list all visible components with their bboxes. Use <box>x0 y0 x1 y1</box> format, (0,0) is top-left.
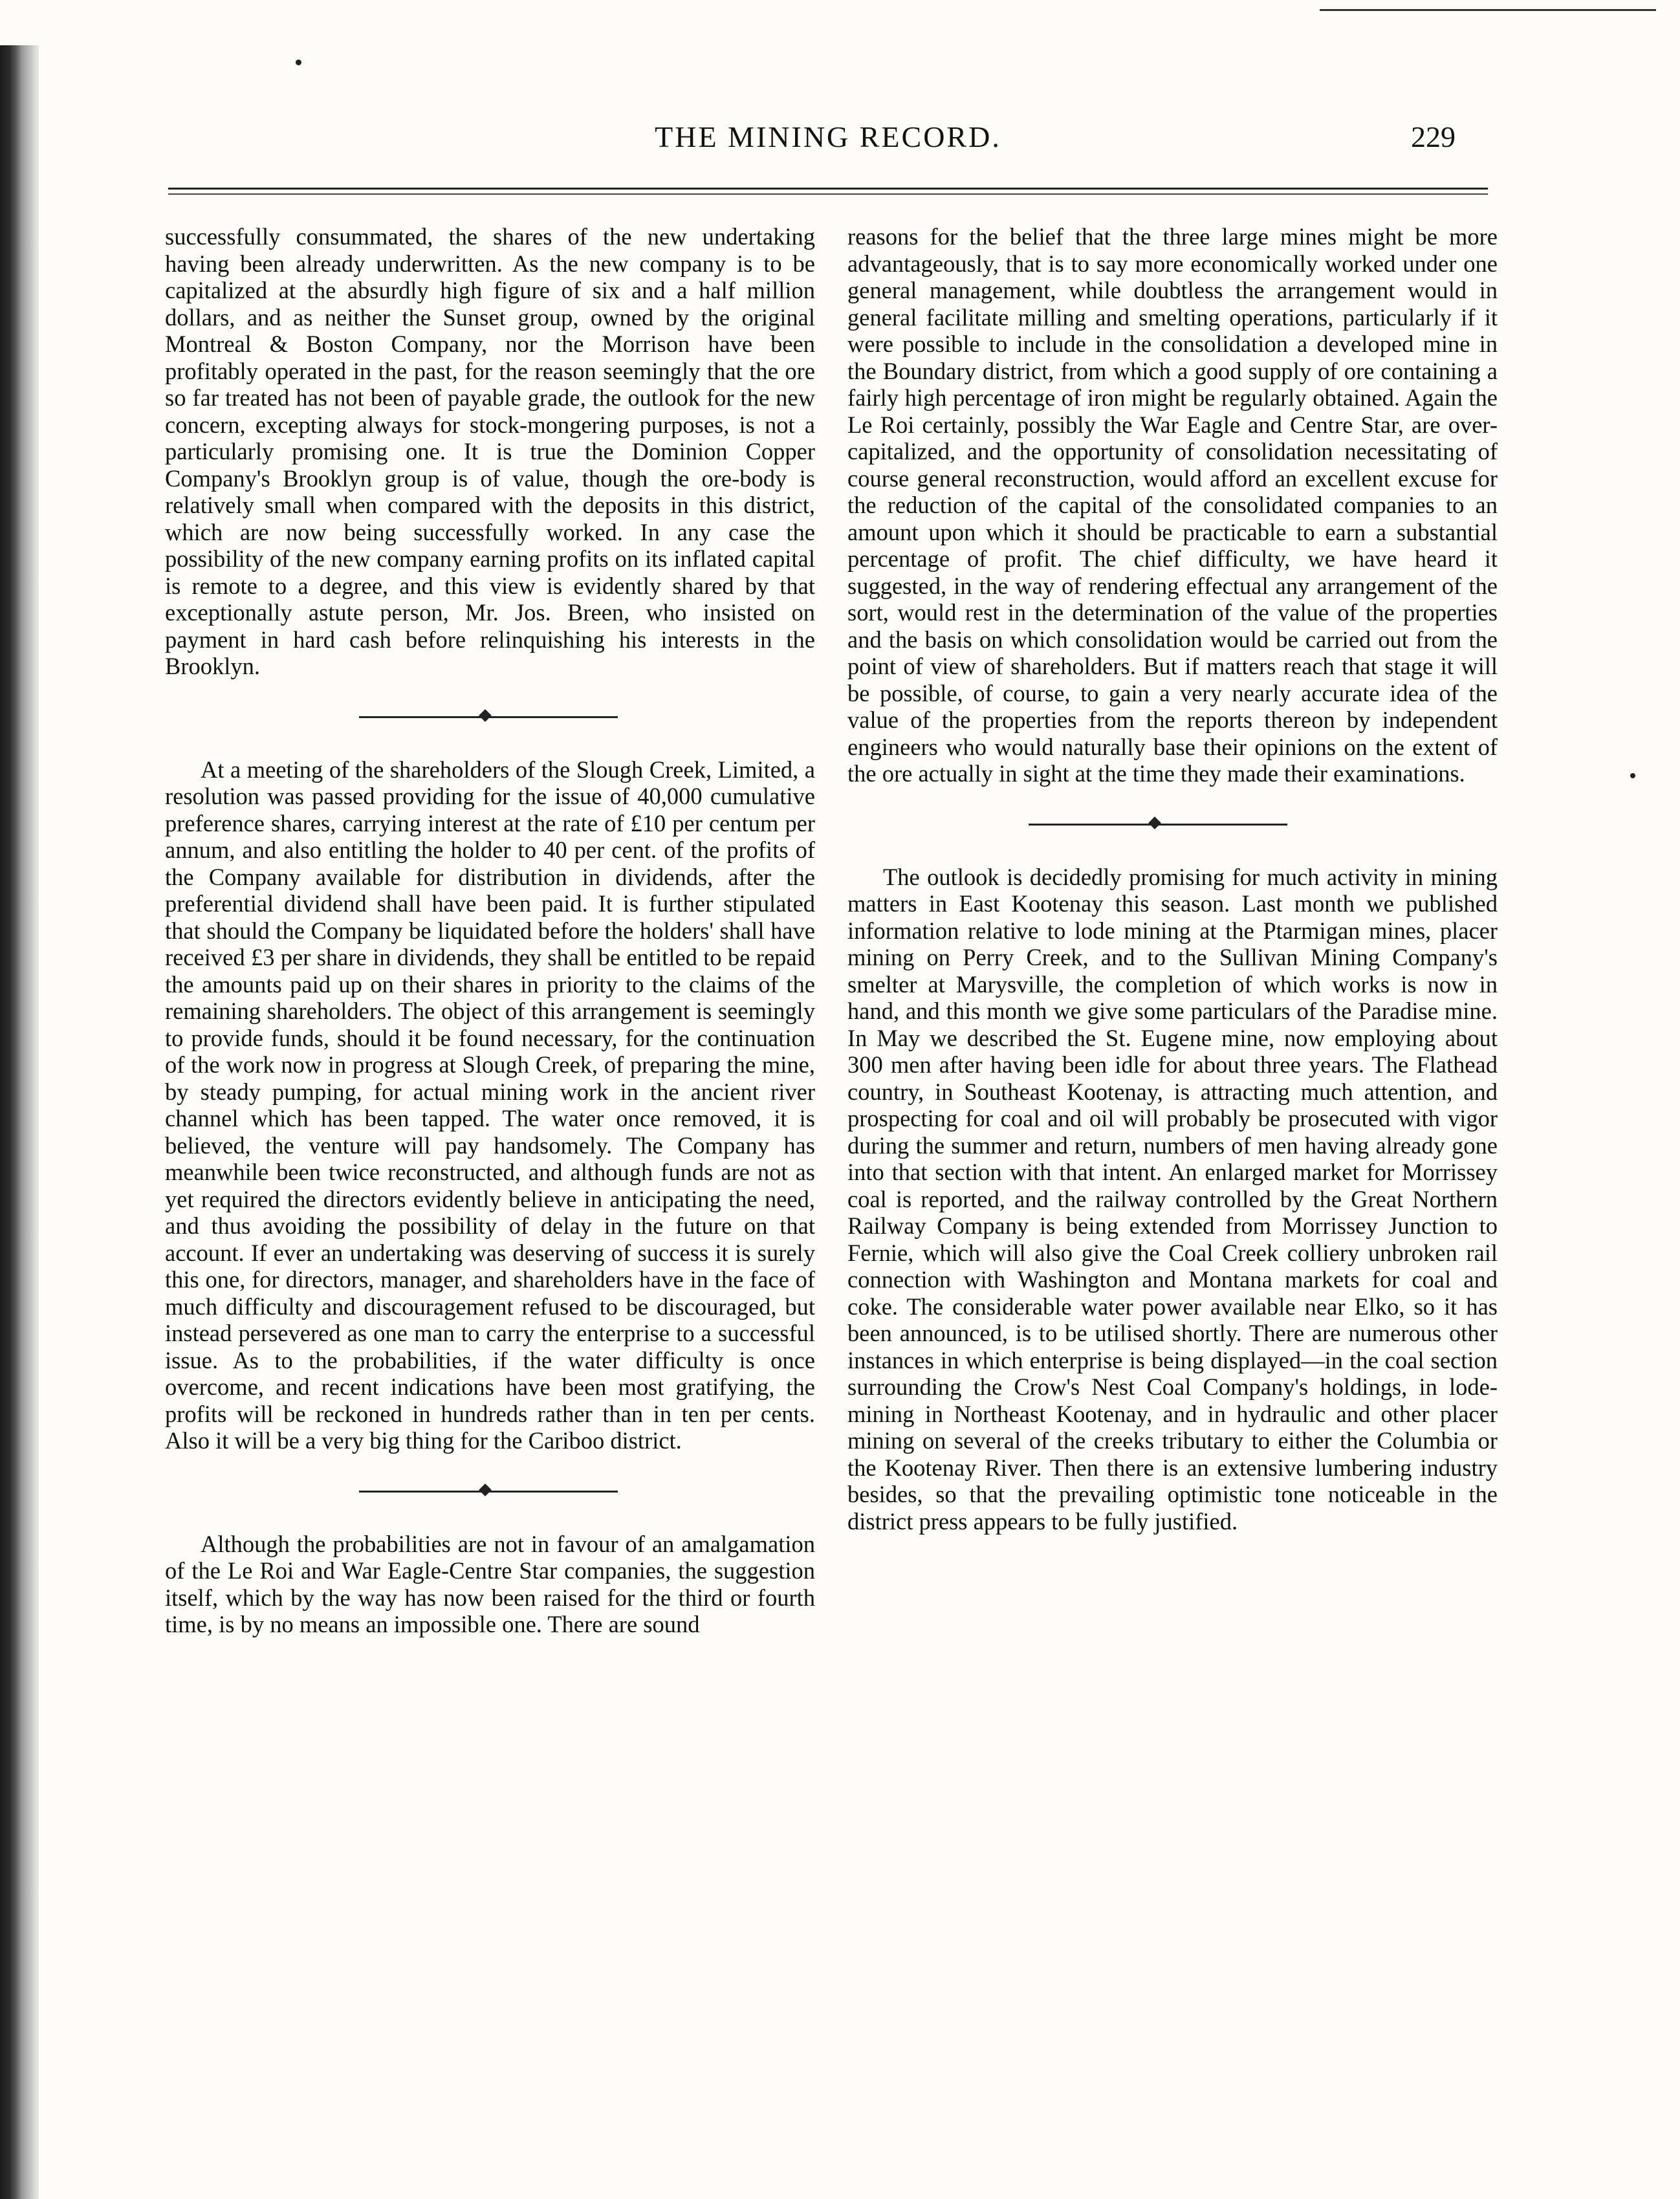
section-separator <box>847 787 1498 864</box>
section-separator <box>165 680 815 756</box>
margin-ink-mark <box>1630 773 1635 778</box>
section-separator <box>165 1454 815 1531</box>
article-paragraph-le-roi-continued: reasons for the belief that the three large mines might be more advantageously, that is to say more economically worked under one general management, while doubtless the arrangement would in general facilitate milling and smelting operations, particularly if it were possible to include in the consolidation a developed mine in the Boundary district, from which a good supply of ore containing a fairly high percentage of iron might be regularly obtained. Again the Le Roi certainly, possibly the War Eagle and Centre Star, are over-capitalized, and the opportunity of consolidation necessitating of course general reconstruction, would afford an excellent excuse for the reduction of the capital of the consolidated companies to an amount upon which it should be practicable to earn a substantial percentage of profit. The chief difficulty, we have heard it suggested, in the way of rendering effectual any arrangement of the sort, would rest in the determination of the value of the properties and the basis on which consolidation would be carried out from the point of view of shareholders. But if matters reach that stage it will be possible, of course, to gain a very nearly accurate idea of the value of the properties from the reports thereon by independent engineers who would naturally base their opinions on the extent of the ore actually in sight at the time they made their examinations. <box>847 223 1498 787</box>
article-paragraph-continued: successfully consummated, the shares of the new undertaking having been already underwritten. As the new company is to be capitalized at the absurdly high figure of six and a half million dollars, and as neither the Sunset group, owned by the original Montreal & Boston Company, nor the Morrison have been profitably operated in the past, for the reason seemingly that the ore so far treated has not been of payable grade, the outlook for the new concern, excepting always for stock-mongering purposes, is not a particularly promising one. It is true the Dominion Copper Company's Brooklyn group is of value, though the ore-body is relatively small when compared with the deposits in this district, which are now being successfully worked. In any case the possibility of the new company earning profits on its inflated capital is remote to a degree, and this view is evidently shared by that exceptionally astute person, Mr. Jos. Breen, who insisted on payment in hard cash before relinquishing his interests in the Brooklyn. <box>165 223 815 679</box>
article-paragraph-slough-creek: At a meeting of the shareholders of the Slough Creek, Limited, a resolution was passed providing for the issue of 40,000 cumulative preference shares, carrying interest at the rate of £10 per centum per annum, and also entitling the holder to 40 per cent. of the profits of the Company available for distribution in dividends, after the preferential dividend shall have been paid. It is further stipulated that should the Company be liquidated before the holders' shall have received £3 per share in dividends, they shall be entitled to be repaid the amounts paid up on their shares in priority to the claims of the remaining shareholders. The object of this arrangement is seemingly to provide funds, should it be found necessary, for the continuation of the work now in progress at Slough Creek, of preparing the mine, by steady pumping, for actual mining work in the ancient river channel which has been tapped. The water once removed, it is believed, the venture will pay handsomely. The Company has meanwhile been twice reconstructed, and although funds are not as yet required the directors evidently believe in anticipating the need, and thus avoiding the possibility of delay in the future on that account. If ever an undertaking was deserving of success it is surely this one, for directors, manager, and shareholders have in the face of much difficulty and discouragement refused to be discouraged, but instead persevered as one man to carry the enterprise to a successful issue. As to the probabilities, if the water difficulty is once overcome, and recent indications have been most gratifying, the profits will be reckoned in hundreds rather than in ten per cents. Also it will be a very big thing for the Cariboo district. <box>165 756 815 1454</box>
header-rule-thin <box>168 193 1488 195</box>
right-column <box>847 223 1498 2158</box>
separator-ornament-icon <box>1148 816 1161 829</box>
page-header <box>162 120 1494 171</box>
article-paragraph-east-kootenay: The outlook is decidedly promising for much activity in mining matters in East Kootenay this season. Last month we published information relative to lode mining at the Ptarmigan mines, placer mining on Perry Creek, and to the Sullivan Mining Company's smelter at Marysville, the completion of which works is now in hand, and this month we give some particulars of the Paradise mine. In May we described the St. Eugene mine, now employing about 300 men after having been idle for about three years. The Flathead country, in Southeast Kootenay, is attracting much attention, and prospecting for coal and oil will probably be prosecuted with vigor during the summer and return, numbers of men having already gone into that section with that intent. An enlarged market for Morrissey coal is reported, and the railway controlled by the Great Northern Railway Company is being extended from Morrissey Junction to Fernie, which will also give the Coal Creek colliery unbroken rail connection with Washington and Montana markets for coal and coke. The considerable water power available near Elko, so it has been announced, is to be utilised shortly. There are numerous other instances in which enterprise is being displayed—in the coal section surrounding the Crow's Nest Coal Company's holdings, in lode-mining in Northeast Kootenay, and in hydraulic and other placer mining on several of the creeks tributary to either the Columbia or the Kootenay River. Then there is an extensive lumbering industry besides, so that the prevailing optimistic tone noticeable in the district press appears to be fully justified. <box>847 863 1498 1535</box>
separator-ornament-icon <box>479 1483 492 1496</box>
header-rule-thick <box>168 188 1488 190</box>
ink-speck <box>296 60 301 65</box>
left-column <box>165 223 815 2158</box>
separator-ornament-icon <box>479 709 492 722</box>
page-binding-edge <box>0 45 39 2199</box>
running-title: THE MINING RECORD. <box>655 120 1001 153</box>
article-paragraph-le-roi: Although the probabilities are not in favour of an amalgamation of the Le Roi and War Eagle-Centre Star companies, the suggestion itself, which by the way has now been raised for the third or fourth time, is by no means an impossible one. There are sound <box>165 1530 815 1637</box>
top-corner-rule <box>1320 9 1656 11</box>
page-number: 229 <box>1411 120 1456 153</box>
